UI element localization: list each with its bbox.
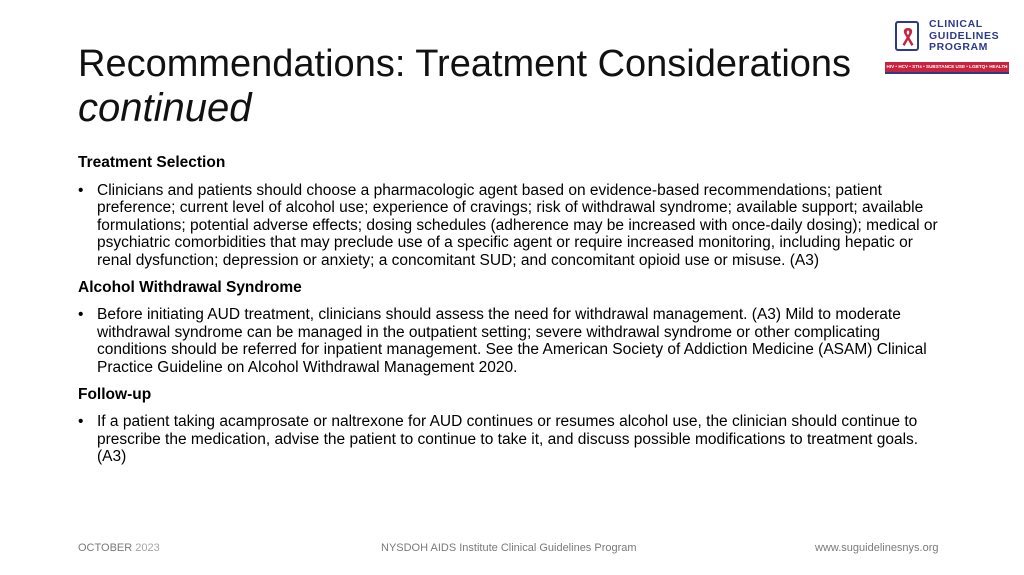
logo-word-clinical: CLINICAL [929,18,983,30]
clinical-guidelines-logo [885,18,1013,74]
section-heading-alcohol-withdrawal: Alcohol Withdrawal Syndrome [78,278,302,296]
bullet-glyph: • [78,181,84,199]
footer-program-name: NYSDOH AIDS Institute Clinical Guidelines Program [381,542,637,554]
slide-title [78,42,851,130]
logo-word-program: PROGRAM [929,41,989,53]
bullet-glyph: • [78,413,84,431]
section-heading-treatment-selection: Treatment Selection [78,154,226,171]
logo-tagline-band [885,72,1009,74]
logo-wordmark [929,19,999,54]
footer-month: OCTOBER [78,542,133,554]
footer-date [78,542,160,554]
slide-body [78,154,948,475]
bullet-glyph: • [78,306,84,324]
footer-year: 2023 [135,542,160,554]
section-heading-follow-up: Follow-up [78,385,152,403]
slide-title-continued: continued [78,86,252,130]
footer-url: www.suguidelinesnys.org [815,542,939,554]
bullet-treatment-selection [78,182,948,270]
bullet-alcohol-withdrawal [78,306,948,376]
bullet-text: If a patient taking acamprosate or naltrexone for AUD continues or resumes alcohol use, the clinician should continue to prescribe the medication, advise the patient to continue to take it, and discuss possible modifications to treatment goals. (A3) [97,413,919,466]
bullet-text: Clinicians and patients should choose a pharmacologic agent based on evidence-based recommendations; patient preference; current level of alcohol use; experience of cravings; risk of withdrawal syndrome; available support; available formulations; potential adverse effects; dosing schedules (adherence may be increased with once-daily dosing); medical or psychiatric comorbidities that may preclude use of a specific agent or require increased monitoring, including hepatic or renal dysfunction; depression or anxiety; a concomitant SUD; and concomitant opioid use or misuse. (A3) [97,181,938,269]
bullet-follow-up [78,413,948,466]
logo-tagline: HIV • HCV • STIs • SUBSTANCE USE • LGBTQ+ HEALTH [885,62,1009,72]
slide-title-main: Recommendations: Treatment Considerations [78,43,852,85]
red-ribbon-icon [895,21,919,51]
logo-word-guidelines: GUIDELINES [929,29,1000,42]
bullet-text: Before initiating AUD treatment, clinicians should assess the need for withdrawal management. (A3) Mild to moderate withdrawal syndrome can be managed in the outpatient setting; severe withdrawal syndrome or other complicating conditions should be referred for inpatient management. See the American Society of Addiction Medicine (ASAM) Clinical Practice Guideline on Alcohol Withdrawal Management 2020. [97,306,927,376]
